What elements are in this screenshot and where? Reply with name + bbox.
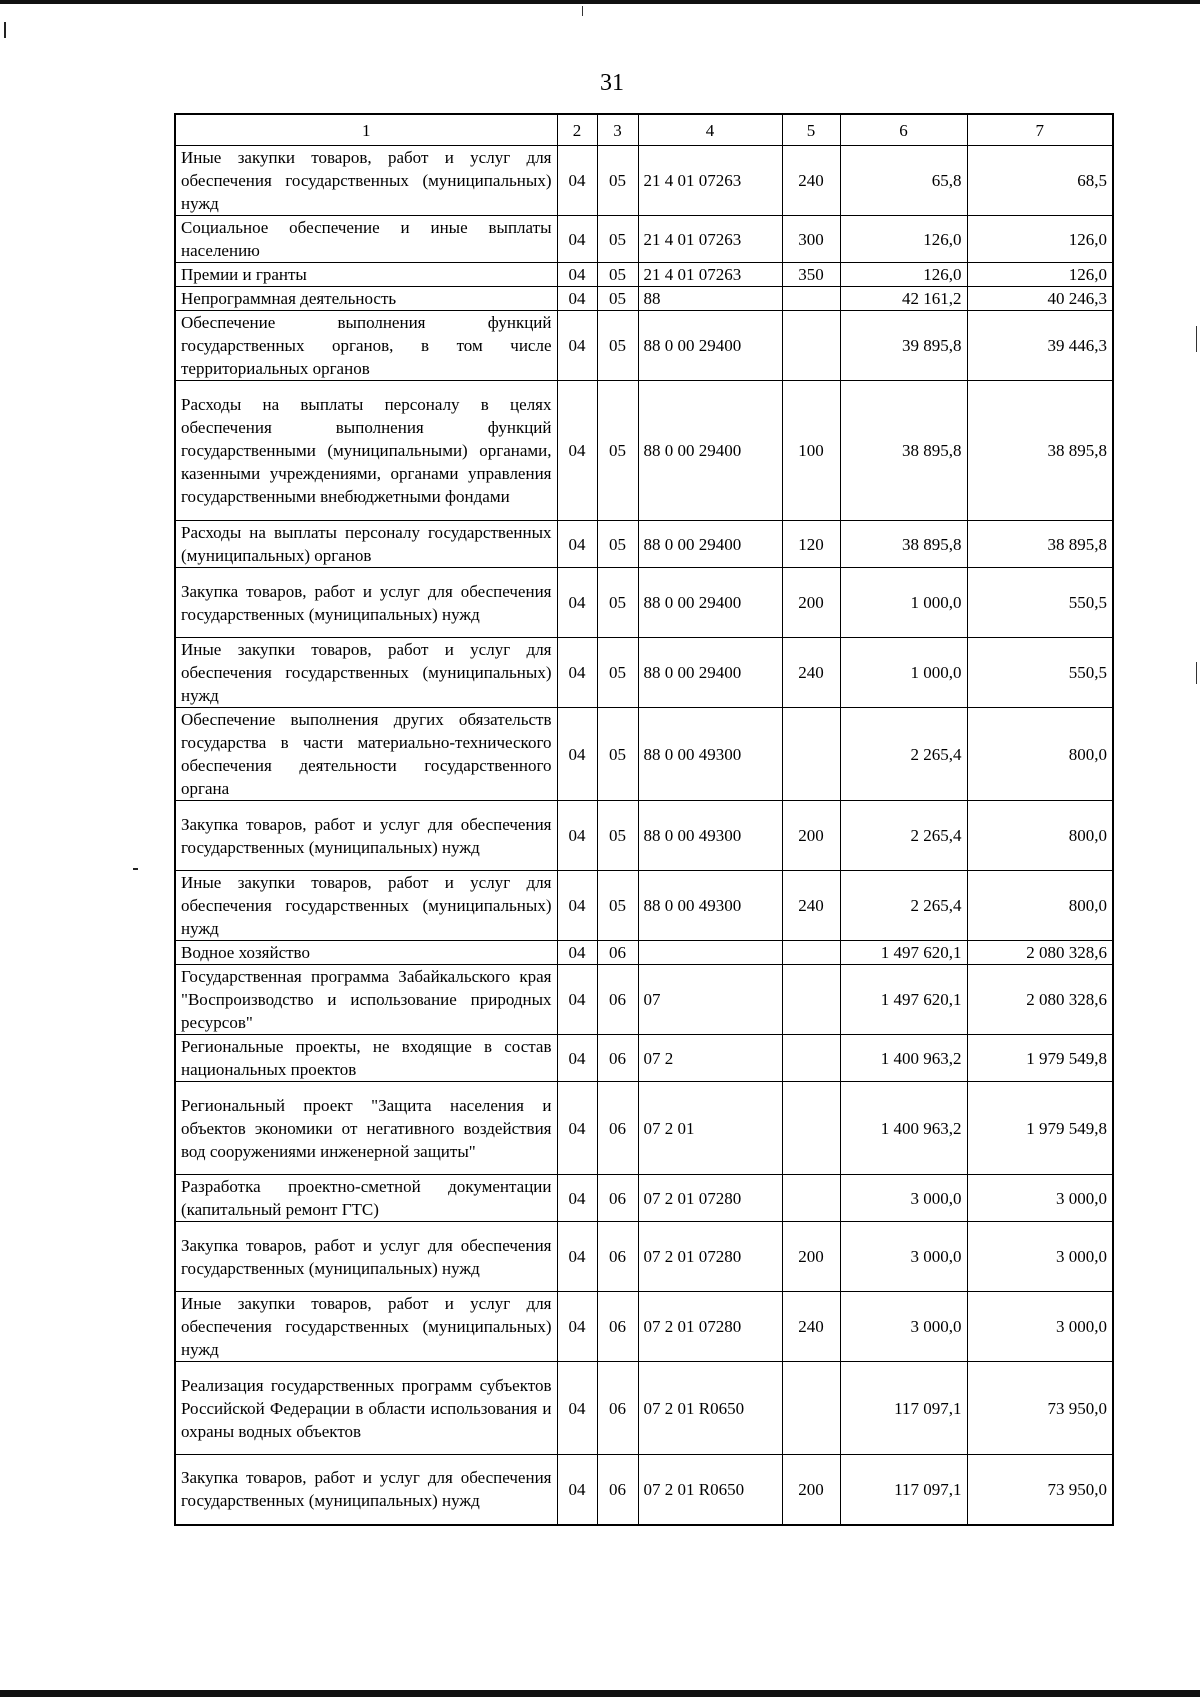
row-name: Региональные проекты, не входящие в состав национальных проектов [175,1035,557,1082]
subsection-code: 06 [597,1222,638,1292]
column-header: 5 [782,114,840,146]
amount-col6: 117 097,1 [840,1455,967,1525]
amount-col6: 39 895,8 [840,311,967,381]
table-row [175,568,1113,638]
section-code: 04 [557,1035,597,1082]
row-name: Премии и гранты [175,263,557,287]
target-article-code [638,941,782,965]
section-code: 04 [557,965,597,1035]
amount-col7: 73 950,0 [967,1362,1113,1455]
expense-type-code: 200 [782,801,840,871]
section-code: 04 [557,1455,597,1525]
row-name: Непрограммная деятельность [175,287,557,311]
table-row [175,1292,1113,1362]
subsection-code: 05 [597,216,638,263]
target-article-code: 07 2 01 [638,1082,782,1175]
section-code: 04 [557,1362,597,1455]
table-row [175,1455,1113,1525]
amount-col7: 800,0 [967,801,1113,871]
scan-mark [582,6,583,16]
target-article-code: 88 0 00 29400 [638,568,782,638]
section-code: 04 [557,146,597,216]
row-name: Расходы на выплаты персоналу государственных (муниципальных) органов [175,521,557,568]
row-name: Разработка проектно-сметной документации (капитальный ремонт ГТС) [175,1175,557,1222]
section-code: 04 [557,263,597,287]
expense-type-code [782,1035,840,1082]
amount-col6: 117 097,1 [840,1362,967,1455]
expense-type-code: 100 [782,381,840,521]
target-article-code: 21 4 01 07263 [638,216,782,263]
row-name: Иные закупки товаров, работ и услуг для обеспечения государственных (муниципальных) нужд [175,1292,557,1362]
expense-type-code: 240 [782,146,840,216]
expense-type-code: 240 [782,871,840,941]
amount-col7: 40 246,3 [967,287,1113,311]
target-article-code: 88 0 00 29400 [638,381,782,521]
row-name: Обеспечение выполнения функций государственных органов, в том числе территориальных органов [175,311,557,381]
amount-col7: 1 979 549,8 [967,1035,1113,1082]
amount-col6: 1 400 963,2 [840,1035,967,1082]
amount-col7: 38 895,8 [967,381,1113,521]
target-article-code: 88 0 00 49300 [638,708,782,801]
target-article-code: 07 2 01 R0650 [638,1362,782,1455]
target-article-code: 88 [638,287,782,311]
amount-col7: 3 000,0 [967,1222,1113,1292]
expense-type-code: 240 [782,1292,840,1362]
column-header: 1 [175,114,557,146]
subsection-code: 05 [597,146,638,216]
row-name: Государственная программа Забайкальского края "Воспроизводство и использование природных ресурсов" [175,965,557,1035]
table-row [175,521,1113,568]
target-article-code: 07 2 [638,1035,782,1082]
table-row [175,216,1113,263]
expense-type-code [782,965,840,1035]
amount-col7: 2 080 328,6 [967,941,1113,965]
section-code: 04 [557,1292,597,1362]
subsection-code: 06 [597,1292,638,1362]
table-header-row [175,114,1113,146]
table-row [175,965,1113,1035]
subsection-code: 05 [597,521,638,568]
amount-col6: 1 400 963,2 [840,1082,967,1175]
amount-col6: 1 497 620,1 [840,941,967,965]
table-row [175,1222,1113,1292]
scan-mark [1196,326,1197,352]
subsection-code: 06 [597,1082,638,1175]
amount-col7: 126,0 [967,263,1113,287]
subsection-code: 05 [597,311,638,381]
table-row [175,801,1113,871]
expense-type-code [782,708,840,801]
section-code: 04 [557,708,597,801]
table-row [175,263,1113,287]
amount-col7: 1 979 549,8 [967,1082,1113,1175]
scan-mark [4,22,6,38]
subsection-code: 05 [597,381,638,521]
amount-col6: 38 895,8 [840,381,967,521]
amount-col6: 3 000,0 [840,1222,967,1292]
expense-type-code: 200 [782,568,840,638]
row-name: Иные закупки товаров, работ и услуг для обеспечения государственных (муниципальных) нужд [175,146,557,216]
row-name: Иные закупки товаров, работ и услуг для обеспечения государственных (муниципальных) нужд [175,638,557,708]
section-code: 04 [557,638,597,708]
amount-col7: 800,0 [967,708,1113,801]
amount-col6: 2 265,4 [840,708,967,801]
row-name: Региональный проект "Защита населения и объектов экономики от негативного воздействия вод сооружениями инженерной защиты" [175,1082,557,1175]
section-code: 04 [557,871,597,941]
section-code: 04 [557,1222,597,1292]
table-row [175,146,1113,216]
target-article-code: 88 0 00 49300 [638,871,782,941]
row-name: Иные закупки товаров, работ и услуг для обеспечения государственных (муниципальных) нужд [175,871,557,941]
subsection-code: 06 [597,965,638,1035]
target-article-code: 07 2 01 07280 [638,1292,782,1362]
row-name: Реализация государственных программ субъектов Российской Федерации в области использования и охраны водных объектов [175,1362,557,1455]
amount-col6: 3 000,0 [840,1292,967,1362]
subsection-code: 06 [597,1035,638,1082]
row-name: Закупка товаров, работ и услуг для обеспечения государственных (муниципальных) нужд [175,801,557,871]
expense-type-code [782,1175,840,1222]
amount-col7: 550,5 [967,568,1113,638]
subsection-code: 06 [597,1362,638,1455]
table-row [175,287,1113,311]
expense-type-code [782,311,840,381]
row-name: Расходы на выплаты персоналу в целях обеспечения выполнения функций государственными (муниципальными) органами, казенными учреждениями, органами управления государственными внебюджетными фондами [175,381,557,521]
amount-col7: 73 950,0 [967,1455,1113,1525]
target-article-code: 07 2 01 07280 [638,1222,782,1292]
amount-col6: 42 161,2 [840,287,967,311]
section-code: 04 [557,216,597,263]
amount-col6: 1 000,0 [840,638,967,708]
expense-type-code [782,941,840,965]
target-article-code: 21 4 01 07263 [638,263,782,287]
scan-border-top [0,0,1200,4]
table-row [175,1082,1113,1175]
section-code: 04 [557,381,597,521]
expense-type-code: 240 [782,638,840,708]
amount-col6: 2 265,4 [840,871,967,941]
section-code: 04 [557,568,597,638]
row-name: Закупка товаров, работ и услуг для обеспечения государственных (муниципальных) нужд [175,1455,557,1525]
section-code: 04 [557,1082,597,1175]
section-code: 04 [557,1175,597,1222]
row-name: Социальное обеспечение и иные выплаты населению [175,216,557,263]
amount-col6: 38 895,8 [840,521,967,568]
subsection-code: 05 [597,287,638,311]
table-row [175,708,1113,801]
row-name: Водное хозяйство [175,941,557,965]
column-header: 4 [638,114,782,146]
column-header: 7 [967,114,1113,146]
table-row [175,311,1113,381]
page-number: 31 [600,70,624,96]
amount-col6: 1 000,0 [840,568,967,638]
amount-col7: 2 080 328,6 [967,965,1113,1035]
subsection-code: 06 [597,1455,638,1525]
subsection-code: 05 [597,568,638,638]
amount-col6: 126,0 [840,216,967,263]
section-code: 04 [557,801,597,871]
subsection-code: 05 [597,801,638,871]
budget-table [174,113,1114,1526]
amount-col6: 3 000,0 [840,1175,967,1222]
row-name: Обеспечение выполнения других обязательств государства в части материально-технического обеспечения деятельности государственного органа [175,708,557,801]
amount-col7: 126,0 [967,216,1113,263]
table-row [175,1175,1113,1222]
subsection-code: 05 [597,638,638,708]
table-row [175,941,1113,965]
column-header: 2 [557,114,597,146]
expense-type-code: 350 [782,263,840,287]
row-name: Закупка товаров, работ и услуг для обеспечения государственных (муниципальных) нужд [175,568,557,638]
target-article-code: 88 0 00 49300 [638,801,782,871]
subsection-code: 05 [597,263,638,287]
subsection-code: 06 [597,1175,638,1222]
column-header: 3 [597,114,638,146]
expense-type-code: 200 [782,1222,840,1292]
amount-col7: 68,5 [967,146,1113,216]
subsection-code: 05 [597,871,638,941]
expense-type-code [782,287,840,311]
section-code: 04 [557,941,597,965]
expense-type-code [782,1082,840,1175]
section-code: 04 [557,287,597,311]
target-article-code: 07 2 01 R0650 [638,1455,782,1525]
row-name: Закупка товаров, работ и услуг для обеспечения государственных (муниципальных) нужд [175,1222,557,1292]
table-row [175,1035,1113,1082]
amount-col7: 3 000,0 [967,1292,1113,1362]
target-article-code: 21 4 01 07263 [638,146,782,216]
scan-mark [133,868,138,870]
subsection-code: 05 [597,708,638,801]
table-row [175,1362,1113,1455]
table-row [175,381,1113,521]
section-code: 04 [557,521,597,568]
amount-col7: 38 895,8 [967,521,1113,568]
target-article-code: 88 0 00 29400 [638,311,782,381]
amount-col6: 65,8 [840,146,967,216]
subsection-code: 06 [597,941,638,965]
amount-col6: 126,0 [840,263,967,287]
expense-type-code: 120 [782,521,840,568]
section-code: 04 [557,311,597,381]
amount-col7: 3 000,0 [967,1175,1113,1222]
amount-col7: 39 446,3 [967,311,1113,381]
expense-type-code: 300 [782,216,840,263]
column-header: 6 [840,114,967,146]
target-article-code: 07 [638,965,782,1035]
amount-col6: 2 265,4 [840,801,967,871]
target-article-code: 88 0 00 29400 [638,521,782,568]
table-row [175,871,1113,941]
amount-col6: 1 497 620,1 [840,965,967,1035]
scan-mark [1196,662,1197,684]
expense-type-code [782,1362,840,1455]
expense-type-code: 200 [782,1455,840,1525]
target-article-code: 07 2 01 07280 [638,1175,782,1222]
target-article-code: 88 0 00 29400 [638,638,782,708]
amount-col7: 550,5 [967,638,1113,708]
table-row [175,638,1113,708]
amount-col7: 800,0 [967,871,1113,941]
scan-border-bottom [0,1690,1200,1697]
